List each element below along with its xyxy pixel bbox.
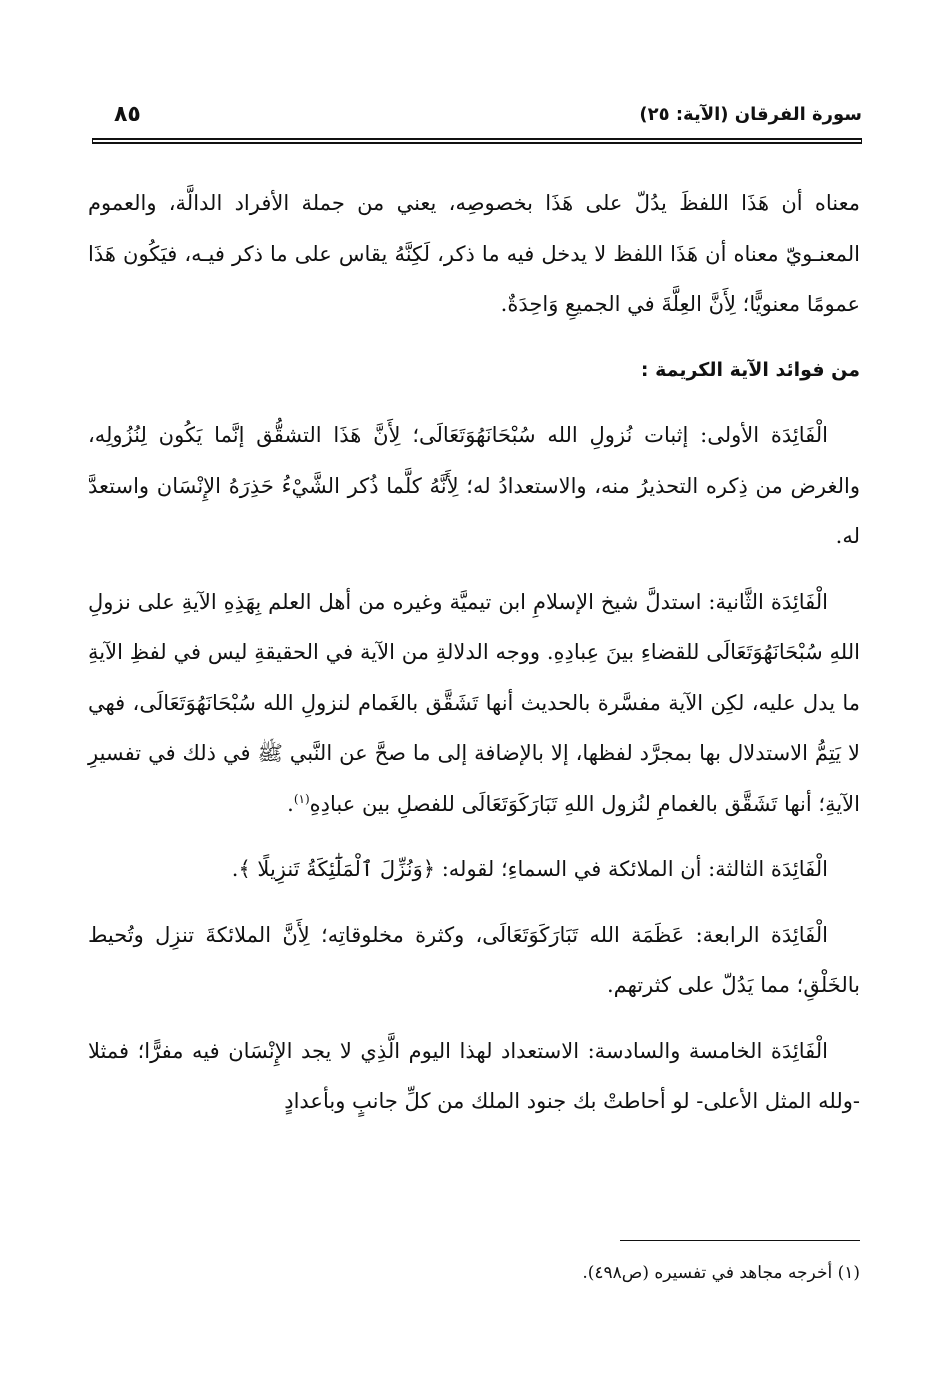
benefit-3-paragraph (88, 844, 860, 895)
benefit-2-label: الْفَائِدَة الثَّانية: (708, 589, 828, 614)
footnote-reference[interactable]: (١) (293, 791, 310, 806)
benefit-1-paragraph (88, 410, 860, 562)
benefit-4-text: عَظَمَة الله تَبَارَكَوَتَعَالَى، وكثرة مخلوقاتِه؛ لِأَنَّ الملائكةَ تنزِل وتُحيط بالخَلْقِ؛ مما يَدُلّ على كثرتهم. (88, 922, 860, 997)
benefit-4-paragraph (88, 910, 860, 1011)
section-heading: من فوائد الآية الكريمة : (640, 358, 860, 381)
benefit-5-text: الاستعداد لهذا اليوم الَّذِي لا يجد الإِنْسَان فيه مفرًّا؛ فمثلا -ولله المثل الأعلى- لو أحاطتْ بك جنود الملك من كلِّ جانبٍ وبأعدادٍ (88, 1038, 860, 1113)
benefit-5-label: الْفَائِدَة الخامسة والسادسة: (587, 1038, 828, 1063)
intro-paragraph: معناه أن هَذَا اللفظَ يدُلّ على هَذَا بخصوصِه، يعني من جملة الأفراد الدالَّة، والعموم المعنـويّ معناه أن هَذَا اللفظ لا يدخل فيه ما ذكر، لَكِنَّهُ يقاس على ما ذكر فيـه، فيَكُون هَذَا عمومًا معنويًّا؛ لِأَنَّ العِلَّةَ في الجميعِ وَاحِدَةٌ. (88, 191, 860, 316)
benefit-1-label: الْفَائِدَة الأولى: (700, 423, 828, 447)
benefit-2-text: استدلَّ شيخ الإسلامِ ابن تيميَّة وغيره من أهل العلم بِهَذِهِ الآيةِ على نزولِ اللهِ سُبْحَانَهُوَتَعَالَى للقضاءِ بينَ عِبادِهِ. ووجه الدلالةِ من الآية في الحقيقةِ ليس في لفظِ الآيةِ ما يدل عليه، لكِن الآية مفسَّرة بالحديث أنها تَشَقَّق بالغَمام لنزولِ الله سُبْحَانَهُوَتَعَالَى، فهي لا يَتِمُّ الاستدلال بها بمجرَّد لفظها، إلا بالإضافة إلى ما صحَّ عن النَّبي ﷺ في ذلك في تفسيرِ الآيةِ؛ أنها تَشَقَّق بالغمامِ لنُزول اللهِ تَبَارَكَوَتَعَالَى للفصلِ بين عبادِهِ (88, 589, 860, 816)
benefit-1-text: إثبات نُزولِ الله سُبْحَانَهُوَتَعَالَى؛ لِأَنَّ هَذَا التشقُّق إنَّما يَكُون لِنُزُولِه، والغرض من ذِكره التحذيرُ منه، والاستعدادُ له؛ لِأَنَّهُ كلَّما ذُكر الشَّيْءُ حَذِرَهُ الإِنْسَان واستعدَّ له. (88, 423, 860, 548)
page-number: ٨٥ (114, 102, 141, 127)
benefit-5-paragraph (88, 1026, 860, 1127)
benefit-2-tail: . (287, 791, 294, 816)
footnote-divider (620, 1240, 860, 1241)
page-body (88, 178, 860, 1142)
running-title: سورة الفرقان (الآية: ٢٥) (639, 104, 862, 125)
footnote-1: (١) أخرجه مجاهد في تفسيره (ص٤٩٨). (582, 1263, 860, 1283)
benefit-3-text: أن الملائكة في السماءِ؛ لقوله: ﴿وَنُزِّلَ ٱلْمَلَٰٓئِكَةُ تَنزِيلًا ﴾. (231, 857, 709, 881)
benefit-4-label: الْفَائِدَة الرابعة: (695, 922, 828, 947)
benefit-3-label: الْفَائِدَة الثالثة: (708, 857, 828, 881)
benefit-2-paragraph (88, 577, 860, 830)
page-header (92, 98, 862, 140)
